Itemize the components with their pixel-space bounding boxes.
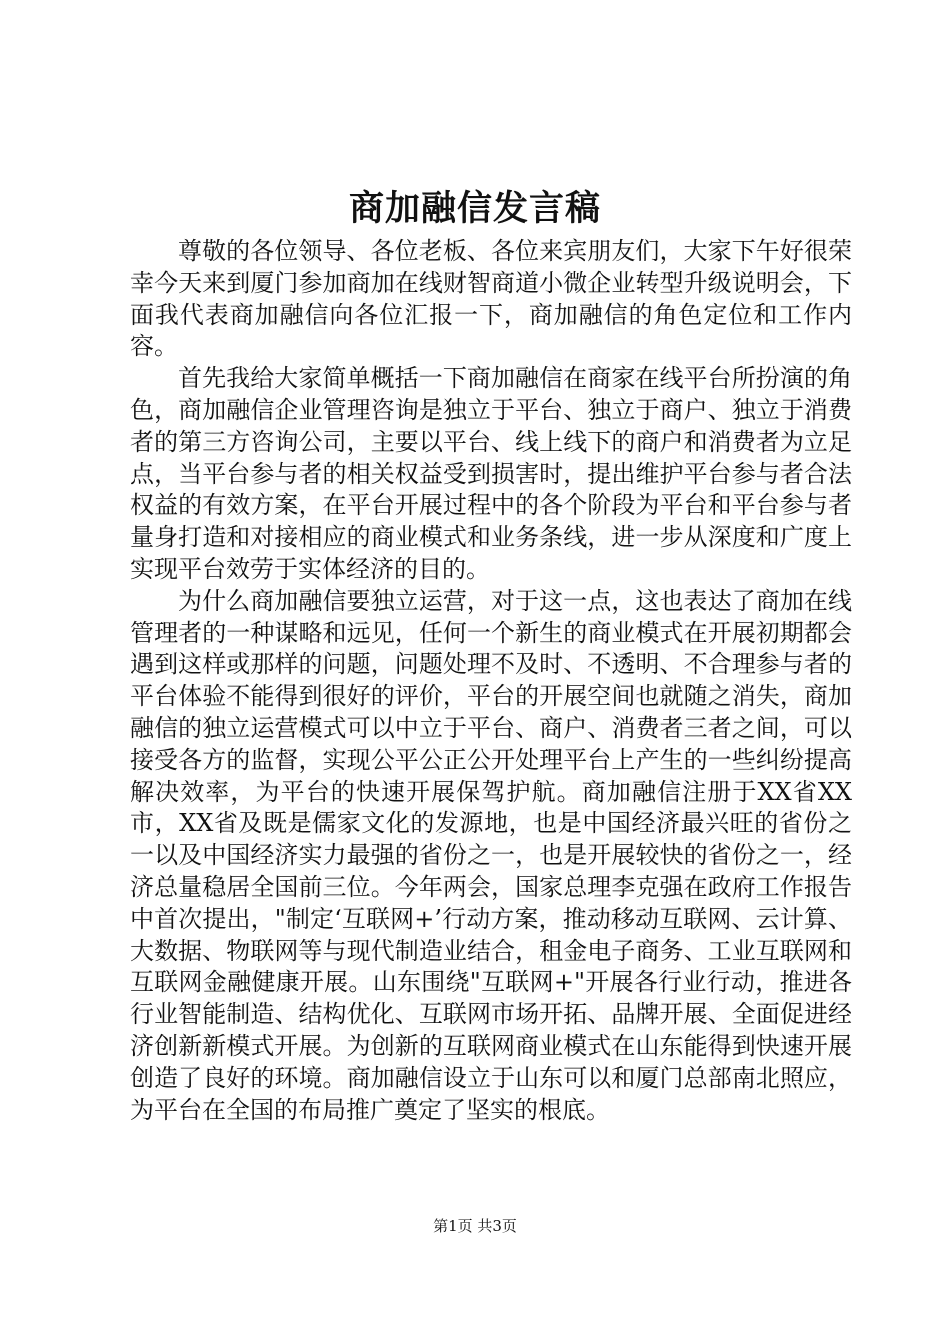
- paragraph-independent-operation: 为什么商加融信要独立运营，对于这一点，这也表达了商加在线管理者的一种谋略和远见，任何一个新生的商业模式在开展初期都会遇到这样或那样的问题，问题处理不及时、不透明、不合理参与者的平台体验不能得到很好的评价，平台的开展空间也就随之消失，商加融信的独立运营模式可以中立于平台、商户、消费者三者之间，可以接受各方的监督，实现公平公正公开处理平台上产生的一些纠纷提高解决效率，为平台的快速开展保驾护航。商加融信注册于XX省XX市，XX省及既是儒家文化的发源地，也是中国经济最兴旺的省份之一以及中国经济实力最强的省份之一，也是开展较快的省份之一，经济总量稳居全国前三位。今年两会，国家总理李克强在政府工作报告中首次提出，"制定‘互联网+’行动方案，推动移动互联网、云计算、大数据、物联网等与现代制造业结合，租金电子商务、工业互联网和互联网金融健康开展。山东围绕"互联网+"开展各行业行动，推进各行业智能制造、结构优化、互联网市场开拓、品牌开展、全面促进经济创新新模式开展。为创新的互联网商业模式在山东能得到快速开展创造了良好的环境。商加融信设立于山东可以和厦门总部南北照应，为平台在全国的布局推广奠定了坚实的根底。: [130, 586, 852, 1124]
- document-body: [130, 236, 852, 1126]
- page-number-footer: 第1页 共3页: [433, 1217, 517, 1235]
- paragraph-greeting: 尊敬的各位领导、各位老板、各位来宾朋友们，大家下午好很荣幸今天来到厦门参加商加在线财智商道小微企业转型升级说明会，下面我代表商加融信向各位汇报一下，商加融信的角色定位和工作内容。: [130, 237, 852, 361]
- document-title: 商加融信发言稿: [348, 188, 601, 229]
- paragraph-role: 首先我给大家简单概括一下商加融信在商家在线平台所扮演的角色，商加融信企业管理咨询是独立于平台、独立于商户、独立于消费者的第三方咨询公司，主要以平台、线上线下的商户和消费者为立足点，当平台参与者的相关权益受到损害时，提出维护平台参与者合法权益的有效方案，在平台开展过程中的各个阶段为平台和平台参与者量身打造和对接相应的商业模式和业务条线，进一步从深度和广度上实现平台效劳于实体经济的目的。: [130, 364, 852, 583]
